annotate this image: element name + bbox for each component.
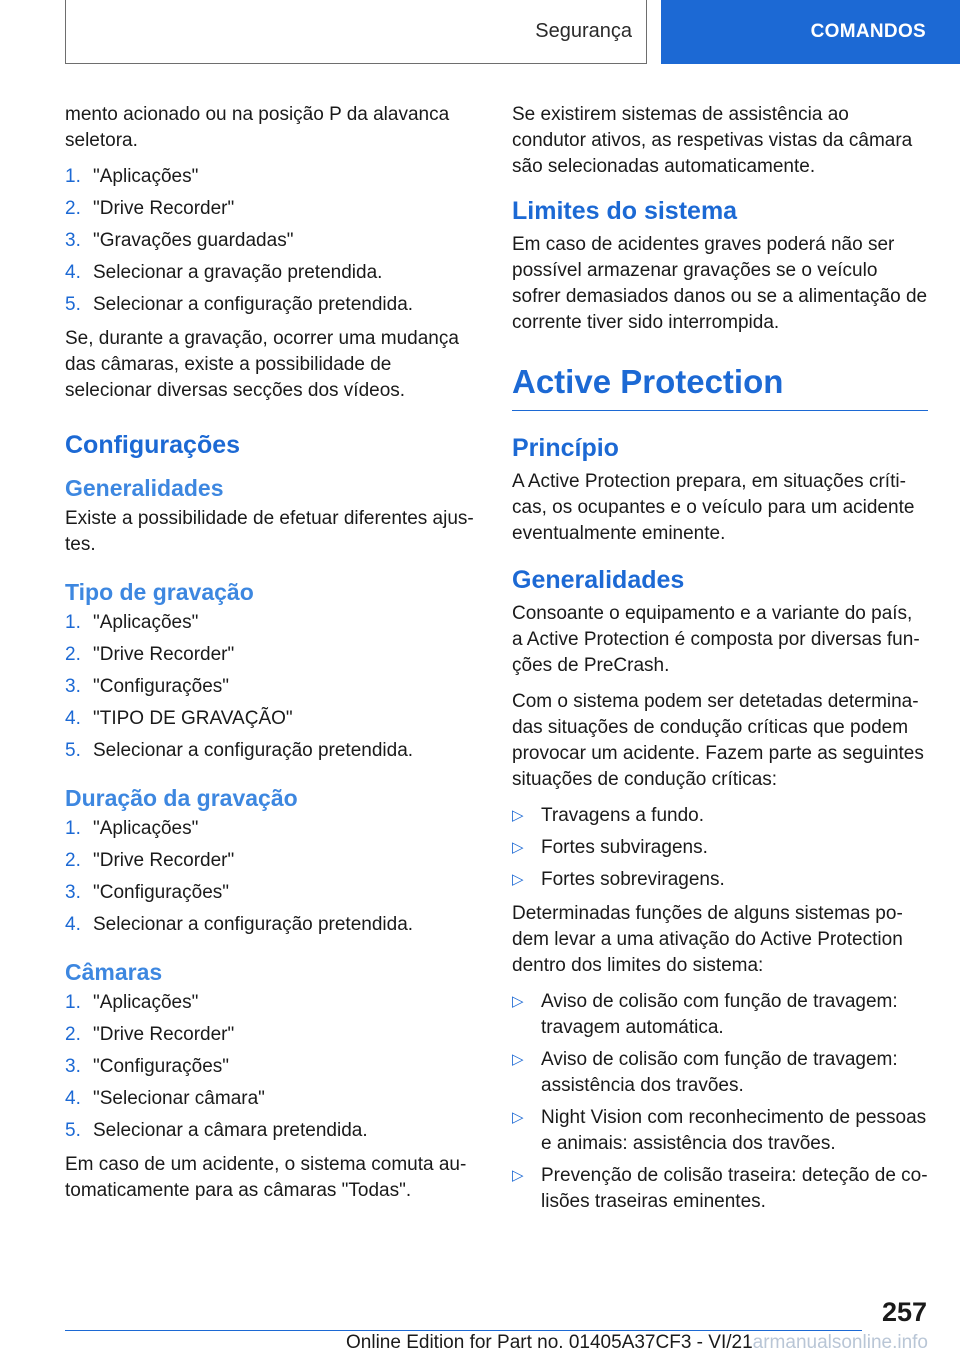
triangle-bullet-icon: ▷ <box>512 1051 524 1068</box>
critical-situations-paragraph: Com o sistema podem ser detetadas determinadas situações de condução críticas que podem provocar um acidente. Fazem parte as seguintes situações de condução críticas: <box>512 691 924 790</box>
footer-edition <box>346 1332 928 1354</box>
settings-paragraph: Existe a possibilidade de efetuar diferentes ajustes. <box>65 508 474 555</box>
triangle-bullet-icon: ▷ <box>512 1109 524 1126</box>
list-item: 3. "Gravações guardadas" <box>65 230 294 251</box>
heading-generalidades-right: Generalidades <box>512 566 685 594</box>
accident-paragraph: Em caso de um acidente, o sistema comuta automaticamente para as câmaras "Todas". <box>65 1154 467 1201</box>
heading-limites-sistema: Limites do sistema <box>512 197 738 225</box>
heading-active-protection: Active Protection <box>512 362 928 411</box>
heading-duracao-gravacao: Duração da gravação <box>65 785 298 811</box>
limits-paragraph: Em caso de acidentes graves poderá não ser possível armazenar gravações se o veículo sofrer demasiados danos ou se a alimentação de corrente tiver sido interrompida. <box>512 234 928 333</box>
header-section-tab <box>65 0 647 64</box>
system-functions-list <box>512 989 928 1215</box>
list-item: 2. "Drive Recorder" <box>65 1024 235 1045</box>
list-item: 2. "Drive Recorder" <box>65 850 235 871</box>
system-functions-paragraph: Determinadas funções de alguns sistemas podem levar a uma ativação do Active Protection dentro dos limites do sistema: <box>512 903 903 976</box>
heading-generalidades: Generalidades <box>65 475 224 501</box>
list-item: 5. Selecionar a câmara pretendida. <box>65 1120 368 1141</box>
camera-change-paragraph: Se, durante a gravação, ocorrer uma mudança das câmaras, existe a possibilidade de selecionar diversas secções dos vídeos. <box>65 328 459 401</box>
right-column <box>512 102 928 1223</box>
header-chapter-title: COMANDOS <box>810 21 926 42</box>
list-item: 1. "Aplicações" <box>65 992 199 1013</box>
triangle-bullet-icon: ▷ <box>512 993 524 1010</box>
list-item: 5. Selecionar a configuração pretendida. <box>65 740 414 761</box>
footer-divider <box>65 1330 862 1331</box>
heading-tipo-gravacao: Tipo de gravação <box>65 579 254 605</box>
list-item: 2. "Drive Recorder" <box>65 644 235 665</box>
equipment-paragraph: Consoante o equipamento e a variante do país, a Active Protection é composta por diversas funções de PreCrash. <box>512 603 920 676</box>
list-item: ▷ Aviso de colisão com função de travagem: assistência dos travões. <box>512 1047 928 1099</box>
heading-principio: Princípio <box>512 434 619 462</box>
list-item: 4. Selecionar a configuração pretendida. <box>65 914 414 935</box>
list-item: 4. Selecionar a gravação pretendida. <box>65 262 383 283</box>
list-item: 4. "Selecionar câmara" <box>65 1088 265 1109</box>
intro-paragraph: mento acionado ou na posição P da alavanca seletora. <box>65 104 450 151</box>
assistance-paragraph: Se existirem sistemas de assistência ao condutor ativos, as respetivas vistas da câmara são selecionadas automaticamente. <box>512 104 913 177</box>
list-item: ▷ Aviso de colisão com função de travagem: travagem automática. <box>512 989 928 1041</box>
footer-brand-watermark[interactable]: armanualsonline.info <box>752 1332 928 1353</box>
list-item: ▷ Fortes subviragens. <box>512 835 928 861</box>
list-item: 1. "Aplicações" <box>65 818 199 839</box>
steps-list-cameras <box>65 990 477 1144</box>
list-item: ▷ Prevenção de colisão traseira: deteção de colisões traseiras eminentes. <box>512 1163 928 1215</box>
list-item: 5. Selecionar a configuração pretendida. <box>65 294 414 315</box>
triangle-bullet-icon: ▷ <box>512 1167 524 1184</box>
list-item: 3. "Configurações" <box>65 882 230 903</box>
steps-list-recording-type <box>65 610 477 764</box>
triangle-bullet-icon: ▷ <box>512 871 524 888</box>
list-item: 3. "Configurações" <box>65 676 230 697</box>
heading-camaras: Câmaras <box>65 959 163 985</box>
header-chapter-tab[interactable] <box>661 0 960 64</box>
list-item: ▷ Fortes sobreviragens. <box>512 867 928 893</box>
list-item: ▷ Travagens a fundo. <box>512 803 928 829</box>
list-item: 1. "Aplicações" <box>65 612 199 633</box>
triangle-bullet-icon: ▷ <box>512 839 524 856</box>
heading-configuracoes: Configurações <box>65 431 241 459</box>
list-item: ▷ Night Vision com reconhecimento de pessoas e animais: assistência dos travões. <box>512 1105 928 1157</box>
steps-list-recording-duration <box>65 816 477 938</box>
page-number: 257 <box>881 1297 927 1327</box>
list-item: 1. "Aplicações" <box>65 166 199 187</box>
footer-edition-text: Online Edition for Part no. 01405A37CF3 - VI/21 <box>346 1332 753 1353</box>
principle-paragraph: A Active Protection prepara, em situações críticas, os ocupantes e o veículo para um acidente eventualmente eminente. <box>512 471 915 544</box>
left-column <box>65 102 477 1214</box>
header-section-title: Segurança <box>535 20 632 42</box>
critical-situations-list <box>512 803 928 893</box>
list-item: 4. "TIPO DE GRAVAÇÃO" <box>65 708 293 729</box>
steps-list-recordings <box>65 164 477 318</box>
triangle-bullet-icon: ▷ <box>512 807 524 824</box>
list-item: 2. "Drive Recorder" <box>65 198 235 219</box>
list-item: 3. "Configurações" <box>65 1056 230 1077</box>
